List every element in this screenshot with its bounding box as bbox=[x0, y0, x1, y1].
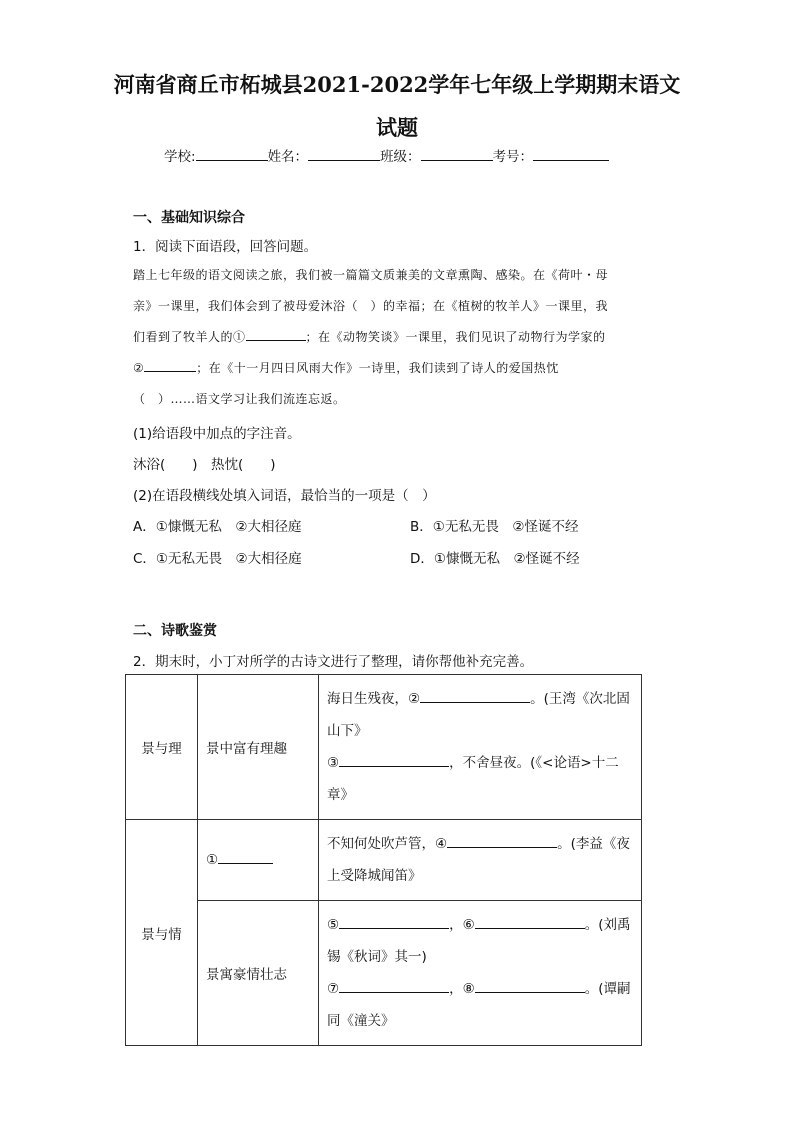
option-a[interactable]: A．①慷慨无私 ②大相径庭 bbox=[133, 519, 302, 535]
class-label: 班级： bbox=[380, 149, 421, 165]
answer-blank-8[interactable] bbox=[475, 992, 585, 993]
name-field[interactable] bbox=[308, 146, 380, 161]
sub-question-1: (1)给语段中加点的字注音。 bbox=[133, 426, 301, 442]
verse-cell bbox=[319, 820, 642, 901]
passage-text: ；在《十一月四日风雨大作》一诗里，我们读到了诗人的爱国热忱 bbox=[196, 361, 559, 375]
section-heading-poetry: 二、诗歌鉴赏 bbox=[133, 623, 217, 639]
answer-blank-2[interactable] bbox=[420, 702, 530, 703]
class-field[interactable] bbox=[421, 146, 493, 161]
verse-line: 不知何处吹芦管，④ 。(李益《夜上受降城闻笛》 bbox=[327, 836, 630, 884]
poetry-table bbox=[125, 674, 642, 1046]
subcategory-cell: 景寓豪情壮志 bbox=[198, 901, 319, 1046]
page-title: 河南省商丘市柘城县2021-2022学年七年级上学期期末语文 bbox=[113, 72, 681, 97]
verse-line: ⑤ ，⑥ 。(刘禹锡《秋词》其一) bbox=[327, 917, 631, 965]
answer-blank-3[interactable] bbox=[339, 766, 449, 767]
category-cell: 景与理 bbox=[126, 675, 198, 820]
name-label: 姓名： bbox=[267, 149, 309, 165]
student-info-fields bbox=[164, 145, 609, 165]
sub-question-2: (2)在语段横线处填入词语，最恰当的一项是（ ） bbox=[133, 488, 436, 504]
answer-blank-5[interactable] bbox=[339, 928, 449, 929]
option-d[interactable]: D．①慷慨无私 ②怪诞不经 bbox=[410, 551, 580, 567]
passage-line bbox=[133, 328, 606, 345]
passage-line bbox=[133, 359, 559, 376]
verse-cell bbox=[319, 901, 642, 1046]
passage-text: ；在《动物笑谈》一课里，我们见识了动物行为学家的 bbox=[305, 330, 606, 344]
passage-line: 亲》一课里，我们体会到了被母爱沐浴（ ）的幸福；在《植树的牧羊人》一课里，我 bbox=[133, 299, 609, 313]
verse-line: ③ ，不舍昼夜。(《<论语>十二章》 bbox=[327, 755, 619, 803]
id-field[interactable] bbox=[533, 146, 609, 161]
id-label: 考号： bbox=[492, 149, 534, 165]
answer-blank-4[interactable] bbox=[447, 847, 557, 848]
passage-text: ② bbox=[133, 361, 145, 375]
verse-line: ⑦ ，⑧ 。(谭嗣同《潼关》 bbox=[327, 981, 631, 1029]
answer-blank-1[interactable] bbox=[246, 340, 306, 341]
passage-line: （ ）……语文学习让我们流连忘返。 bbox=[133, 392, 346, 406]
answer-blank-1[interactable] bbox=[218, 863, 273, 864]
school-label: 学校: bbox=[164, 149, 196, 165]
answer-blank-7[interactable] bbox=[339, 992, 449, 993]
subcategory-cell: ① bbox=[198, 820, 319, 901]
subcategory-cell: 景中富有理趣 bbox=[198, 675, 319, 820]
verse-line: 海日生残夜，② 。(王湾《次北固山下》 bbox=[327, 691, 630, 739]
option-c[interactable]: C．①无私无畏 ②大相径庭 bbox=[133, 551, 302, 567]
question-2-prompt: 2．期末时，小丁对所学的古诗文进行了整理，请你帮他补充完善。 bbox=[133, 654, 534, 670]
category-cell: 景与情 bbox=[126, 820, 198, 1046]
passage-text: 们看到了牧羊人的① bbox=[133, 330, 246, 344]
question-1-prompt: 1．阅读下面语段，回答问题。 bbox=[133, 239, 318, 255]
answer-blank-2[interactable] bbox=[144, 371, 196, 372]
verse-cell bbox=[319, 675, 642, 820]
option-b[interactable]: B．①无私无畏 ②怪诞不经 bbox=[410, 519, 579, 535]
phonetic-blanks[interactable]: 沐浴( ) 热忱( ) bbox=[133, 457, 276, 473]
page-title-line2: 试题 bbox=[376, 115, 418, 140]
passage-line: 踏上七年级的语文阅读之旅，我们被一篇篇文质兼美的文章熏陶、感染。在《荷叶・母 bbox=[133, 268, 609, 282]
school-field[interactable] bbox=[196, 146, 268, 161]
section-heading-basics: 一、基础知识综合 bbox=[133, 210, 245, 226]
answer-blank-6[interactable] bbox=[475, 928, 585, 929]
